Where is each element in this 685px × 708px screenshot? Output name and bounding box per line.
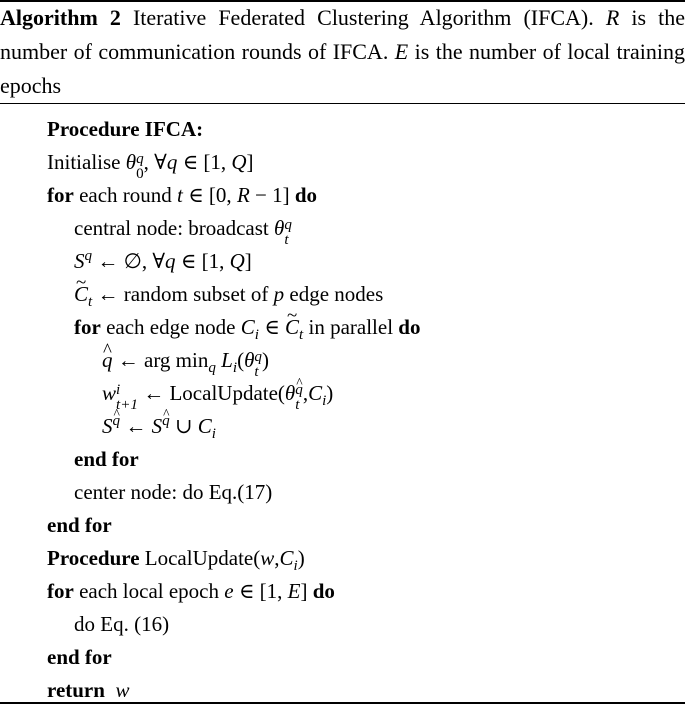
line-text: , xyxy=(302,381,309,405)
math-var: S xyxy=(102,414,113,438)
bottom-rule xyxy=(0,702,685,704)
line-text: ] xyxy=(300,579,313,603)
math-var: Q xyxy=(229,249,245,273)
superscript: q xyxy=(284,217,292,234)
math-var: w xyxy=(102,381,117,405)
caption-var-r: R xyxy=(605,5,620,30)
keyword: do xyxy=(294,183,318,207)
subscript: t xyxy=(299,327,304,344)
math-var: p xyxy=(273,282,285,306)
algorithm-caption xyxy=(0,1,685,103)
line-text: Initialise xyxy=(47,150,126,174)
line-text: − 1] xyxy=(249,183,295,207)
line-text: ∈ xyxy=(258,315,286,339)
math-var: C xyxy=(308,381,323,405)
math-var: q xyxy=(165,249,176,273)
line-text: each local epoch xyxy=(73,579,225,603)
line-text: center node: do Eq.(17) xyxy=(74,480,273,504)
caption-var-e: E xyxy=(394,39,409,64)
line-text: ) xyxy=(326,381,334,405)
math-var: Q xyxy=(231,150,247,174)
superscript: q xyxy=(136,151,144,168)
math-var: C xyxy=(197,414,212,438)
math-theta: θ xyxy=(125,150,137,174)
math-var: C xyxy=(240,315,255,339)
superscript: q xyxy=(254,349,262,366)
keyword: Procedure IFCA: xyxy=(47,117,204,141)
keyword: for xyxy=(47,579,74,603)
header-rule xyxy=(0,103,685,104)
math-var: w xyxy=(260,546,275,570)
line-text: ∈ [1, xyxy=(177,150,232,174)
math-var: ^ q xyxy=(102,344,113,377)
subscript: 0 xyxy=(136,166,144,183)
math-var: S xyxy=(151,414,163,438)
line-text: edge nodes xyxy=(284,282,384,306)
line-text: ∈ [1, xyxy=(233,579,288,603)
caption-text-3: is the number of local training epochs xyxy=(0,39,685,98)
line-text: LocalUpdate( xyxy=(139,546,261,570)
line-text: central node: broadcast xyxy=(74,216,274,240)
subscript: i xyxy=(322,393,327,410)
subscript: t+1 xyxy=(116,397,138,414)
line-text: each edge node xyxy=(100,315,241,339)
math-theta: θ xyxy=(284,381,296,405)
subscript: i xyxy=(254,327,259,344)
subscript: t xyxy=(295,397,300,414)
keyword: end for xyxy=(47,513,112,537)
subscript: q xyxy=(208,360,216,377)
math-var: R xyxy=(236,183,250,207)
keyword: do xyxy=(398,315,421,339)
math-var: C xyxy=(279,546,294,570)
keyword: for xyxy=(47,183,74,207)
math-var: S xyxy=(74,249,85,273)
subscript: t xyxy=(88,294,93,311)
caption-text-1: Iterative Federated Clustering Algorithm (IFCA). xyxy=(120,5,606,30)
line-text: ) xyxy=(261,348,269,372)
line-text: ) xyxy=(297,546,305,570)
line-text: ( xyxy=(237,348,245,372)
math-var: E xyxy=(287,579,301,603)
superscript: q xyxy=(84,248,93,264)
subscript: i xyxy=(211,426,216,443)
subscript: t xyxy=(254,364,259,381)
keyword: end for xyxy=(74,447,139,471)
math-theta: θ xyxy=(244,348,255,372)
line-text: ← random subset of xyxy=(92,282,274,306)
line-text: ← ∅, ∀ xyxy=(92,249,166,273)
line-text: ∈ [0, xyxy=(182,183,237,207)
line-text: , xyxy=(274,546,280,570)
keyword: for xyxy=(74,315,101,339)
math-var: w xyxy=(115,678,130,702)
line-text: ] xyxy=(246,150,254,174)
subscript: t xyxy=(284,232,289,249)
keyword: do xyxy=(312,579,335,603)
math-var: ~ C xyxy=(285,311,299,344)
line-text: each round xyxy=(73,183,178,207)
line-text: ∪ xyxy=(169,414,198,438)
line-text: ] xyxy=(244,249,252,273)
line-text: ← xyxy=(120,414,152,438)
subscript: i xyxy=(232,360,238,377)
math-var: e xyxy=(224,579,234,603)
math-var: q xyxy=(166,150,178,174)
keyword: return xyxy=(47,678,105,702)
line-text: ∈ [1, xyxy=(175,249,230,273)
superscript: i xyxy=(116,382,121,399)
math-var: L xyxy=(215,348,233,372)
keyword: end for xyxy=(47,645,112,669)
algorithm-block: Algorithm 2 Iterative Federated Clustering Algorithm (IFCA). R is the number of communication rounds of IFCA. E is the number of local training epochs Procedure IFCA: Initialise θ q 0 , ∀q ∈ [1, Q] for each round t ∈ [0, R − 1] do central node: broadcast θ q t $S^q$ ← ∅, ∀q ∈ [1, Q] ~ $C_t$ ← random subset of p edge nodes for each edge node $C_i$ ∈ ~ $C_t$ in parallel do ^ q ← arg $\min_q L_i(\theta$ q t ) w i t+1 ← LocalUpdate(θ ^ q t $,C_i$) $S^q$ ← $S^q$ ∪ $C_i$ end for center node: do Eq.(17) end for Procedure $LocalUpdate(w,C_i)$ for each local epoch e ∈ [1, E] do do Eq. (16) end for return w xyxy=(0,0,685,706)
math-var: t xyxy=(177,183,183,207)
math-var: ~ C xyxy=(74,278,88,311)
line-text: ← arg min xyxy=(112,348,209,372)
caption-label: Algorithm 2 xyxy=(0,5,121,30)
math-theta: θ xyxy=(274,216,285,240)
caption-text-2: is the number of communication rounds of IFCA. xyxy=(0,5,685,64)
superscript: ^ q xyxy=(295,383,303,398)
subscript: i xyxy=(293,558,298,575)
line-text: in parallel xyxy=(303,315,399,339)
line-text: , ∀ xyxy=(143,150,167,174)
keyword: Procedure xyxy=(47,546,140,570)
line-text: do Eq. (16) xyxy=(74,612,170,636)
line-text: ← LocalUpdate( xyxy=(137,381,285,405)
